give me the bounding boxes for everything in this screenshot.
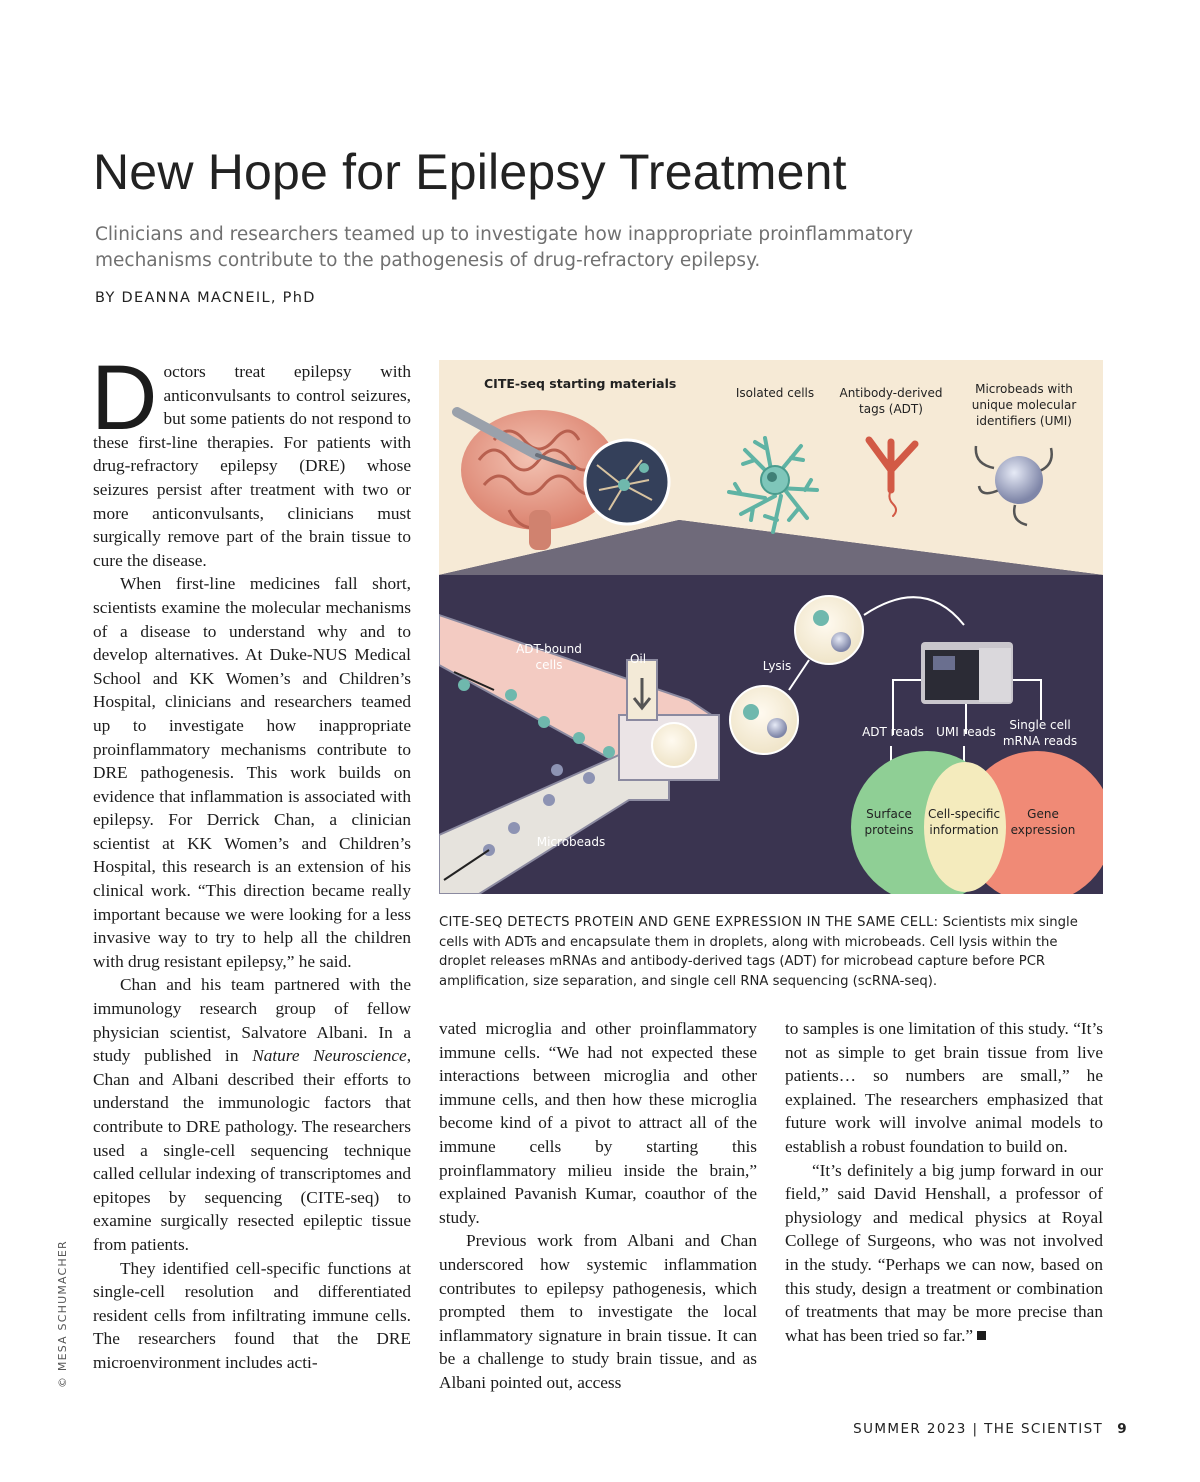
article-column-2 (439, 1017, 757, 1395)
umi-label-line-2: unique molecular (971, 398, 1077, 412)
article-column-1 (91, 347, 412, 1375)
paragraph: Previous work from Albani and Chan underscored how systemic inflammation contributes to epilepsy pathogenesis, which prompted them to investigate the local inflammatory signature in brain tissue. It can be a challenge to study brain tissue, and as Albani pointed out, access (439, 1231, 757, 1392)
end-mark (977, 1331, 986, 1340)
paragraph-text: octors treat epilepsy with anticonvulsants to control seizures, but some patients do not respond to these first-line therapies. For patients with drug-refractory epilepsy (DRE) whose seizures persist after treatment with two or more anticonvulsants, clinicians must surgically remove part of the brain tissue to cure the disease. (93, 362, 411, 570)
venn-left-label-line-2: proteins (864, 823, 914, 837)
publication-name: SUMMER 2023 | THE SCIENTIST (853, 1421, 1104, 1437)
dek-line-1: Clinicians and researchers teamed up to investigate how inappropriate proinflammatory (95, 224, 914, 245)
caption-lead: CITE-SEQ DETECTS PROTEIN AND GENE EXPRESSION IN THE SAME CELL: (439, 915, 939, 930)
venn-middle-label-line-2: information (929, 823, 999, 837)
venn-right-label-line-2: expression (1010, 823, 1076, 837)
sequencer-icon (921, 642, 1013, 704)
lysis-droplet (795, 596, 863, 664)
adt-label-line-2: tags (ADT) (859, 402, 923, 416)
adt-bound-label-line-2: cells (535, 658, 563, 672)
paragraph-text: , Chan and Albani described their efforts to understand the immunologic factors that contribute to DRE pathology. The researchers used a single-cell sequencing technique called cellular indexing of transcriptomes and epitopes by sequencing (CITE-seq) to examine surgically resected epileptic tissue from patients. (93, 1046, 412, 1254)
article-title: New Hope for Epilepsy Treatment (93, 144, 847, 200)
venn-left-label-line-1: Surface (866, 807, 912, 821)
isolated-cells-label: Isolated cells (735, 386, 815, 400)
article-column-3 (785, 1017, 1103, 1347)
dek-line-2: mechanisms contribute to the pathogenesis of drug-refractory epilepsy. (95, 250, 761, 271)
sc-reads-label-line-2: mRNA reads (1002, 734, 1078, 748)
paragraph (91, 347, 411, 572)
tissue-zoom-circle (585, 440, 669, 524)
umi-reads-label: UMI reads (936, 725, 996, 739)
sc-reads-label-line-1: Single cell (1009, 718, 1071, 732)
paragraph: vated microglia and other proinflammatory immune cells. “We had not expected these interactions between microglia and other immune cells, and then how these microglia become kind of a pivot to attract all of the immune cells by starting this proinflammatory milieu inside the brain,” explained Pavanish Kumar, coauthor of the study. (439, 1019, 757, 1227)
venn-middle-label-line-1: Cell-specific (927, 807, 1001, 821)
illustration-credit: © MESA SCHUMACHER (56, 1240, 69, 1388)
article-dek (95, 222, 995, 274)
caption-body: Scientists mix single cells with ADTs and encapsulate them in droplets, along with microbeads. Cell lysis within the droplet releases mRNAs and antibody-derived tags (ADT) for microbead capture before PCR amplification, size separation, and single cell RNA sequencing (scRNA-seq). (439, 915, 1078, 989)
figure-caption (439, 913, 1107, 991)
cite-seq-illustration (439, 360, 1103, 894)
starting-materials-label: CITE-seq starting materials (484, 376, 677, 391)
oil-label: Oil (629, 652, 647, 666)
venn-right-label-line-1: Gene (1027, 807, 1059, 821)
umi-label-line-3: identifiers (UMI) (976, 414, 1072, 428)
journal-name: Nature Neuroscience (252, 1046, 407, 1066)
page-footer (853, 1421, 1128, 1437)
adt-label-line-1: Antibody-derived (839, 386, 943, 400)
paragraph: They identified cell-specific functions at single-cell resolution and differentiated resident cells from infiltrating immune cells. The researchers found that the DRE microenvironment includes acti- (93, 1258, 411, 1372)
paragraph-text: Chan and his team partnered with the immunology research group of fellow physician scientist, Salvatore Albani. In a study published in (93, 975, 411, 1066)
byline: BY DEANNA MACNEIL, PhD (95, 290, 316, 306)
lysis-label: Lysis (762, 659, 792, 673)
cite-seq-figure (439, 360, 1103, 894)
paragraph: When first-line medicines fall short, scientists examine the molecular mechanisms of a disease to understand why and to develop alternatives. At Duke-NUS Medical School and KK Women’s and Children’s Hospital, clinicians and researchers teamed up to investigate how inappropriate proinflammatory mechanisms contribute to DRE pathogenesis. This work builds on evidence that inflammation is associated with epilepsy. For Derrick Chan, a clinician scientist at KK Women’s and Children’s Hospital, this research is an extension of his clinical work. “This direction became really important because we were looking for a less invasive way to try to help all the children with drug resistant epilepsy,” he said. (93, 574, 411, 971)
microbeads-label: Microbeads (536, 835, 606, 849)
paragraph-text: “It’s definitely a big jump forward in our field,” said David Henshall, a professor of physiology and medical physics at Royal College of Surgeons, who was not involved in the study. “Perhaps we can now, based on this study, design a treatment or combination of treatments that may be more precise than what has been tried so far.” (785, 1160, 1103, 1345)
droplet (652, 723, 696, 767)
adt-bound-label-line-1: ADT-bound (516, 642, 582, 656)
adt-reads-label: ADT reads (862, 725, 924, 739)
umi-label-line-1: Microbeads with (975, 382, 1073, 396)
droplet-zoom (730, 686, 798, 754)
paragraph (785, 1159, 1103, 1348)
paragraph: to samples is one limitation of this study. “It’s not as simple to get brain tissue from live patients… so numbers are small,” he explained. The researchers emphasized that future work will involve animal models to establish a robust foundation to build on. (785, 1019, 1103, 1156)
drop-cap: D (91, 347, 158, 449)
paragraph (93, 973, 411, 1256)
page-number: 9 (1117, 1421, 1128, 1437)
